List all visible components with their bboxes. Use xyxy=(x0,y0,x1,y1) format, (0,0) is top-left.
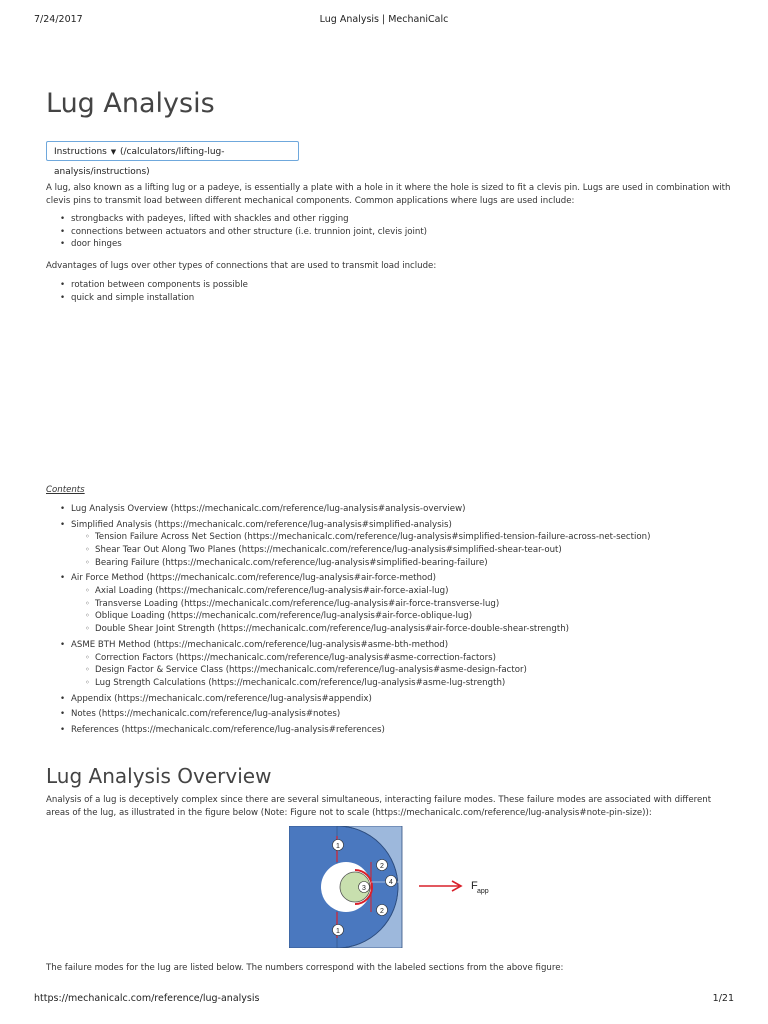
failure-modes-intro: The failure modes for the lug are listed below. The numbers correspond with the labeled sections from the above figure: xyxy=(46,963,564,973)
contents-subitem-link[interactable]: ◦ Correction Factors (https://mechanicalc.com/reference/lug-analysis#asme-correction-factors) xyxy=(85,652,650,665)
contents-item xyxy=(60,724,650,737)
advantages-intro: Advantages of lugs over other types of connections that are used to transmit load include: xyxy=(46,261,437,271)
contents-list xyxy=(60,503,650,739)
page-title: Lug Analysis xyxy=(46,88,215,119)
footer-url: https://mechanicalc.com/reference/lug-analysis xyxy=(34,993,260,1004)
contents-subitem-link[interactable]: ◦ Shear Tear Out Along Two Planes (https://mechanicalc.com/reference/lug-analysis#simplified-shear-tear-out) xyxy=(85,544,650,557)
print-title: Lug Analysis | MechaniCalc xyxy=(319,14,449,25)
contents-subitem-link[interactable]: ◦ Double Shear Joint Strength (https://mechanicalc.com/reference/lug-analysis#air-force-double-shear-strength) xyxy=(85,623,650,636)
contents-item xyxy=(60,572,650,636)
applications-list xyxy=(60,213,427,251)
lug-diagram xyxy=(289,826,489,948)
label-2-top: 2 xyxy=(380,863,384,870)
intro-paragraph: A lug, also known as a lifting lug or a padeye, is essentially a plate with a hole in it where the hole is sized to fit a clevis pin. Lugs are used in combination with clevis pins to transmit load between different mechanical components. Common applications where lugs are used include: xyxy=(46,183,731,206)
label-3: 3 xyxy=(362,885,366,892)
contents-link[interactable]: Appendix (https://mechanicalc.com/reference/lug-analysis#appendix) xyxy=(71,693,372,704)
label-1-top: 1 xyxy=(336,843,340,850)
contents-link[interactable]: References (https://mechanicalc.com/reference/lug-analysis#references) xyxy=(71,724,385,735)
application-item: • connections between actuators and other structure (i.e. trunnion joint, clevis joint) xyxy=(60,226,427,239)
contents-item xyxy=(60,519,650,570)
contents-subitem-link[interactable]: ◦ Lug Strength Calculations (https://mechanicalc.com/reference/lug-analysis#asme-lug-strength) xyxy=(85,677,650,690)
contents-subitem-link[interactable]: ◦ Axial Loading (https://mechanicalc.com/reference/lug-analysis#air-force-axial-lug) xyxy=(85,585,650,598)
contents-item xyxy=(60,639,650,690)
force-label: F xyxy=(471,880,478,892)
contents-subitem-link[interactable]: ◦ Oblique Loading (https://mechanicalc.com/reference/lug-analysis#air-force-oblique-lug) xyxy=(85,610,650,623)
contents-sublist xyxy=(71,531,650,569)
overview-heading: Lug Analysis Overview xyxy=(46,764,272,788)
contents-subitem-link[interactable]: ◦ Tension Failure Across Net Section (https://mechanicalc.com/reference/lug-analysis#simplified-tension-failure-across-net-section) xyxy=(85,531,650,544)
instructions-button[interactable] xyxy=(46,141,299,177)
contents-item xyxy=(60,503,650,516)
contents-link[interactable]: ASME BTH Method (https://mechanicalc.com/reference/lug-analysis#asme-bth-method) xyxy=(71,640,449,651)
contents-sublist xyxy=(71,652,650,690)
application-item: • door hinges xyxy=(60,238,427,251)
label-4: 4 xyxy=(389,879,393,886)
contents-link[interactable]: Lug Analysis Overview (https://mechanicalc.com/reference/lug-analysis#analysis-overview) xyxy=(71,504,466,514)
instructions-url: (/calculators/lifting-lug-analysis/instructions) xyxy=(54,147,225,177)
application-item: • strongbacks with padeyes, lifted with shackles and other rigging xyxy=(60,213,427,226)
caret-down-icon: ▼ xyxy=(110,148,117,156)
print-header xyxy=(0,14,768,28)
label-1-bottom: 1 xyxy=(336,928,340,935)
overview-paragraph: Analysis of a lug is deceptively complex since there are several simultaneous, interacting failure modes. These failure modes are associated with different areas of the lug, as illustrated in the figure below (Note: Figure not to scale (https://mechanicalc.com/reference/lug-analysis#note-pin-size)): xyxy=(46,795,712,818)
page-number: 1/21 xyxy=(712,993,734,1004)
contents-link[interactable]: Notes (https://mechanicalc.com/reference/lug-analysis#notes) xyxy=(71,709,341,720)
contents-sublist xyxy=(71,585,650,636)
contents-link[interactable]: Air Force Method (https://mechanicalc.com/reference/lug-analysis#air-force-method) xyxy=(71,573,436,584)
contents-item xyxy=(60,693,650,706)
print-date: 7/24/2017 xyxy=(34,14,83,25)
contents-subitem-link[interactable]: ◦ Bearing Failure (https://mechanicalc.com/reference/lug-analysis#simplified-bearing-failure) xyxy=(85,557,650,570)
advantages-list xyxy=(60,279,248,304)
advantage-item: • rotation between components is possible xyxy=(60,279,248,292)
contents-title: Contents xyxy=(46,485,85,495)
contents-item xyxy=(60,708,650,721)
contents-link[interactable]: Simplified Analysis (https://mechanicalc.com/reference/lug-analysis#simplified-analysis) xyxy=(71,519,452,530)
force-subscript: app xyxy=(477,888,489,895)
contents-subitem-link[interactable]: ◦ Design Factor & Service Class (https://mechanicalc.com/reference/lug-analysis#asme-design-factor) xyxy=(85,664,650,677)
instructions-label: Instructions xyxy=(54,147,107,157)
label-2-bottom: 2 xyxy=(380,908,384,915)
contents-subitem-link[interactable]: ◦ Transverse Loading (https://mechanicalc.com/reference/lug-analysis#air-force-transverse-lug) xyxy=(85,598,650,611)
lug-failure-figure xyxy=(289,826,489,948)
advantage-item: • quick and simple installation xyxy=(60,292,248,305)
